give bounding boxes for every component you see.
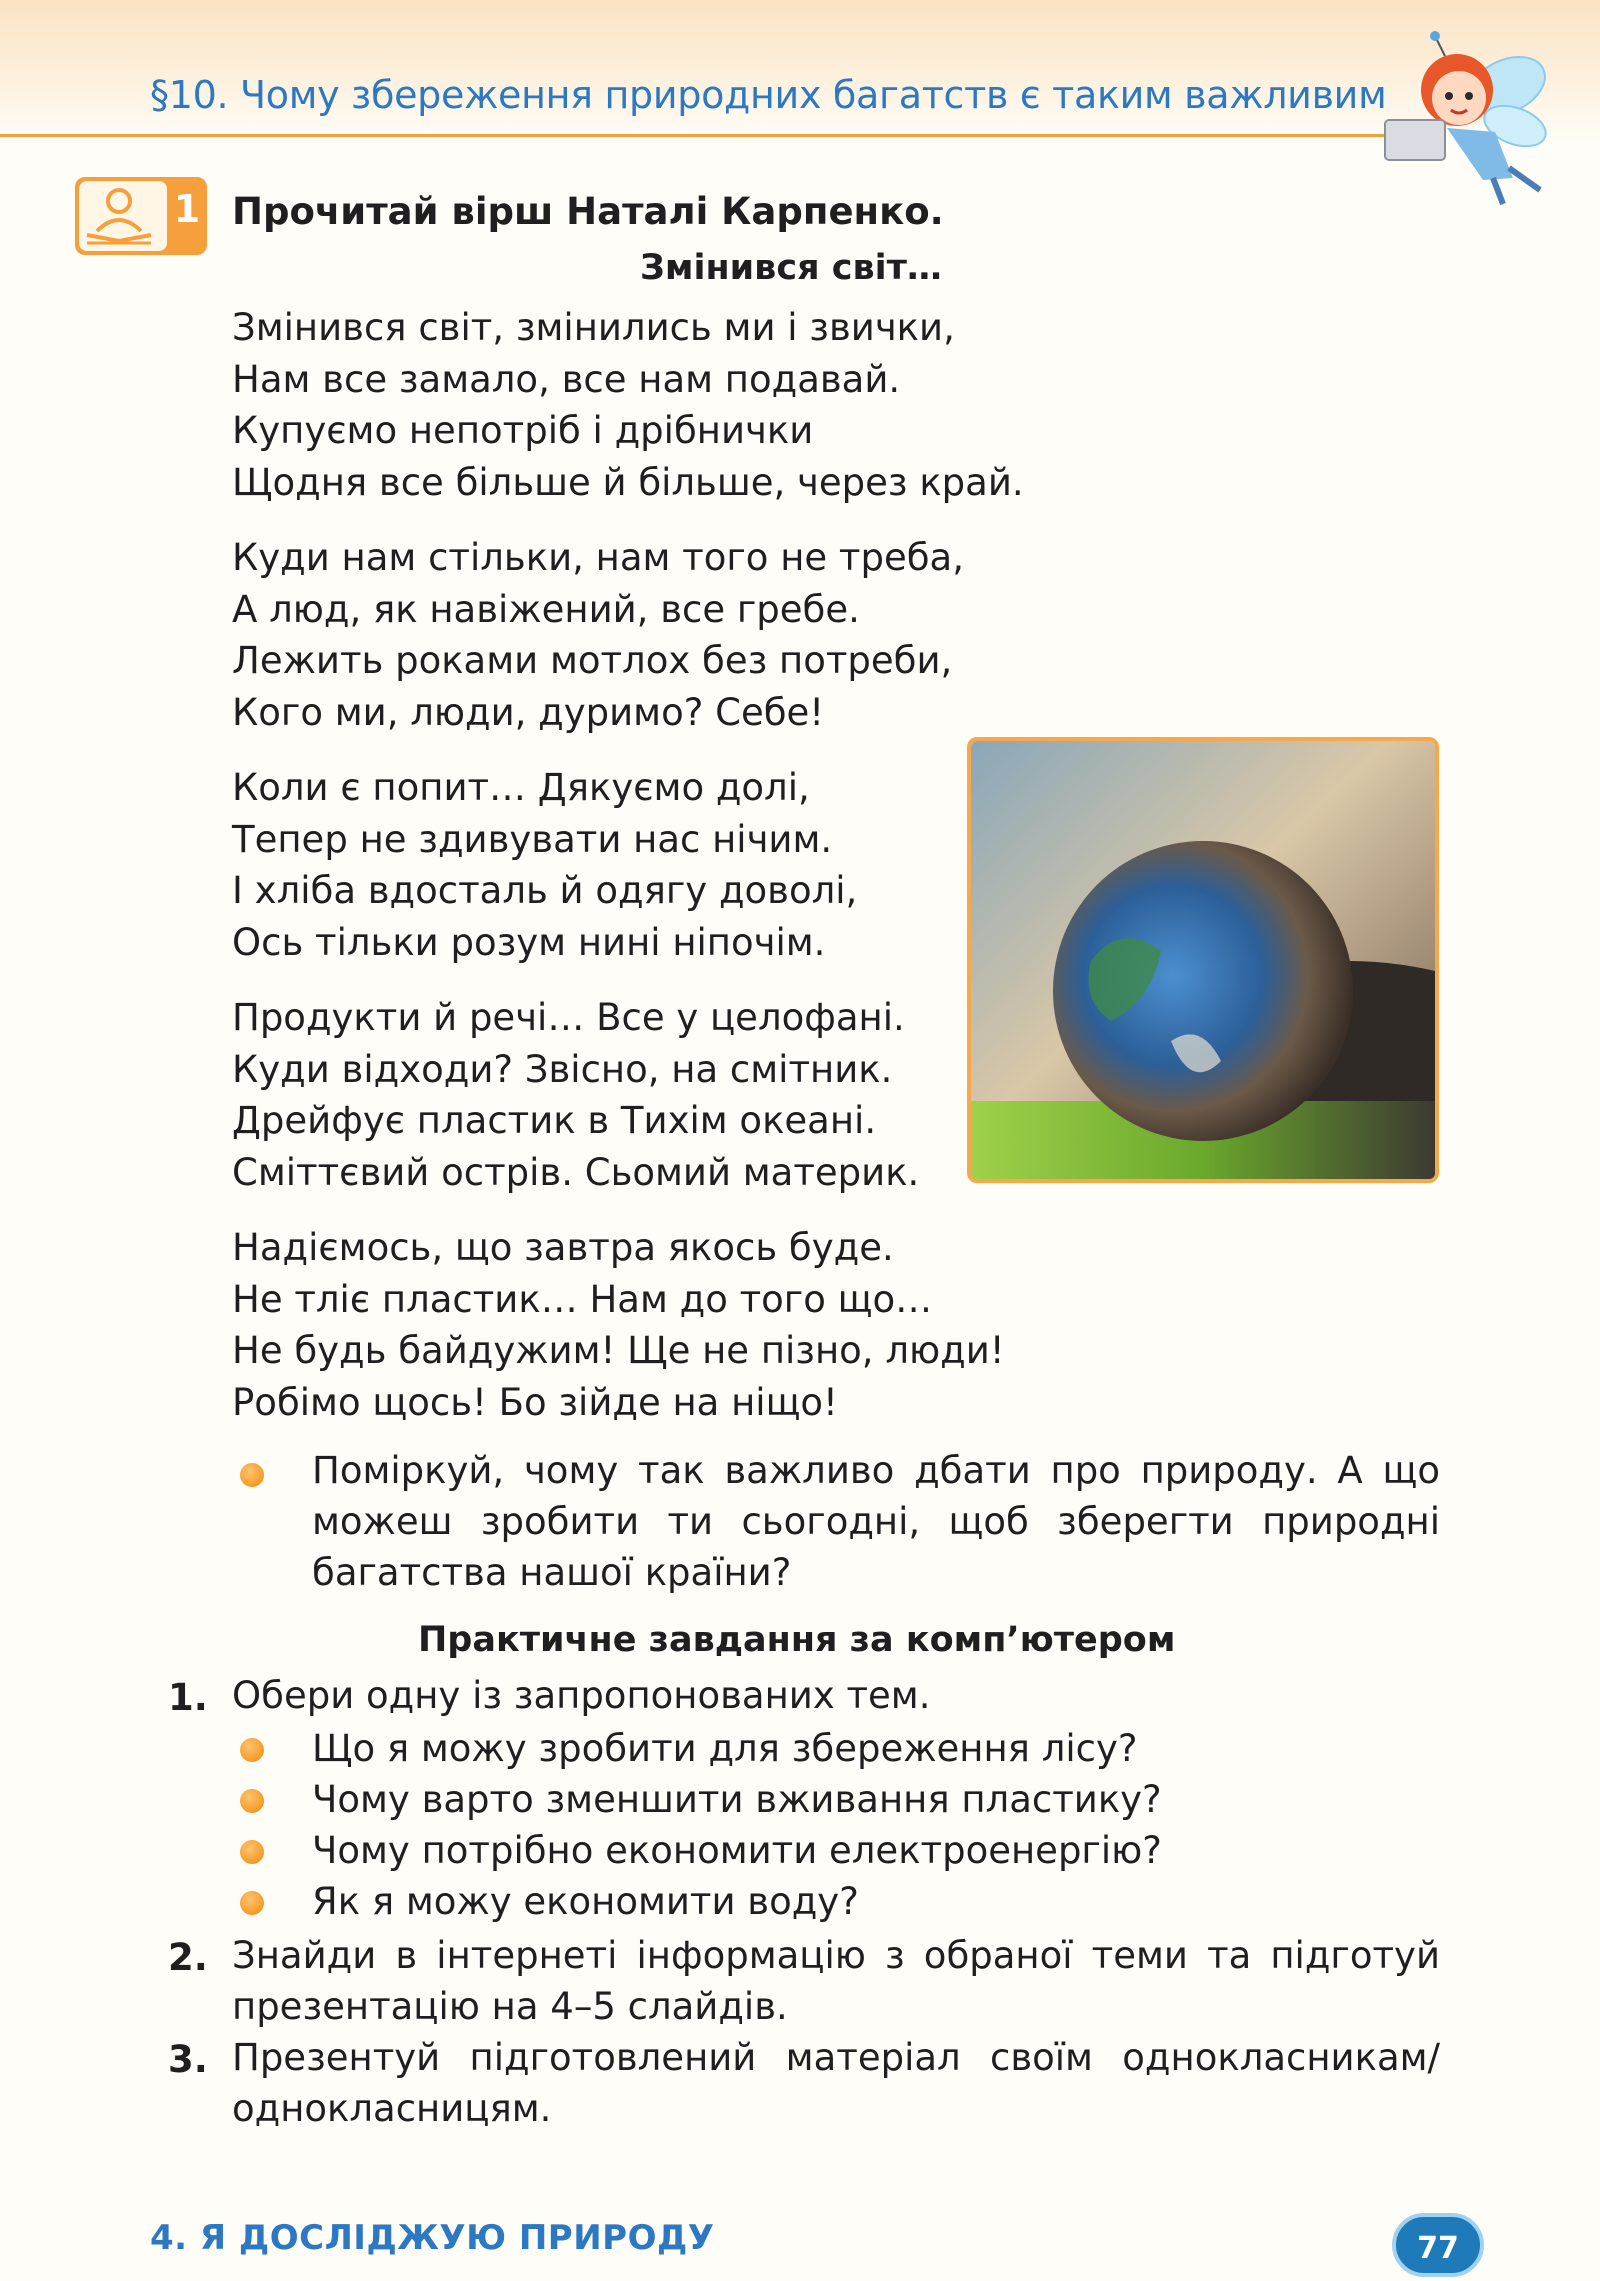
poem-line: Ось тільки розум нині ніпочім. xyxy=(232,920,826,964)
task-number-label: 3. xyxy=(168,2038,208,2081)
poem-title: Змінився світ… xyxy=(640,248,942,288)
poem-stanza xyxy=(232,532,964,738)
bullet-icon xyxy=(240,1463,264,1487)
reflection-question: Поміркуй, чому так важливо дбати про природу. А що можеш зробити ти сьогодні, щоб зберегти природні багатства нашої країни? xyxy=(312,1449,1440,1594)
task-number-label: 1. xyxy=(168,1676,208,1719)
bullet-icon xyxy=(240,1789,264,1813)
poem-line: Купуємо непотріб і дрібнички xyxy=(232,409,814,452)
poem-line: А люд, як навіжений, все гребе. xyxy=(232,587,860,631)
task-text: Обери одну із запропонованих тем. xyxy=(232,1674,931,1717)
poem-line: Щодня все більше й більше, через край. xyxy=(232,460,1024,504)
poem-stanza xyxy=(232,302,1024,508)
task-number-label: 2. xyxy=(168,1936,208,1979)
earth-globe-image xyxy=(967,737,1439,1183)
poem-stanza xyxy=(232,762,857,968)
poem-line: Кого ми, люди, дуримо? Себе! xyxy=(232,690,825,734)
header-divider xyxy=(0,134,1395,137)
poem-line: Дрейфує пластик в Тихім океані. xyxy=(232,1099,877,1142)
poem-stanza xyxy=(232,1222,1005,1428)
bullet-icon xyxy=(240,1891,264,1915)
poem-line: Тепер не здивувати нас нічим. xyxy=(232,817,833,861)
task-text: Презентуй підготовлений матеріал своїм однокласникам/ однокласницям. xyxy=(232,2036,1440,2130)
bullet-icon xyxy=(240,1840,264,1864)
poem-line: Нам все замало, все нам подавай. xyxy=(232,357,901,401)
poem-stanza xyxy=(232,992,919,1198)
fairy-mascot-icon xyxy=(1375,28,1565,208)
task-number: 1 xyxy=(173,187,201,231)
poem-line: Робімо щось! Бо зійде на ніщо! xyxy=(232,1380,838,1424)
practical-task-title: Практичне завдання за комп’ютером xyxy=(418,1620,1176,1660)
topic-item: Що я можу зробити для збереження лісу? xyxy=(312,1727,1138,1770)
poem-line: І хліба вдосталь й одягу доволі, xyxy=(232,869,858,912)
poem-line: Коли є попит… Дякуємо долі, xyxy=(232,766,810,809)
reading-task-badge xyxy=(75,177,207,255)
poem-line: Куди нам стільки, нам того не треба, xyxy=(232,536,964,579)
bullet-icon xyxy=(240,1738,264,1762)
topic-item: Як я можу економити воду? xyxy=(312,1880,859,1923)
poem-line: Продукти й речі… Все у целофані. xyxy=(232,996,905,1039)
poem-line: Лежить роками мотлох без потреби, xyxy=(232,639,953,682)
page-number: 77 xyxy=(1392,2213,1484,2277)
page-header xyxy=(0,0,1600,140)
poem-line: Куди відходи? Звісно, на смітник. xyxy=(232,1047,893,1091)
reader-icon xyxy=(79,181,167,251)
topic-item: Чому потрібно економити електроенергію? xyxy=(312,1829,1162,1872)
poem-line: Не будь байдужим! Ще не пізно, люди! xyxy=(232,1329,1005,1372)
topic-item: Чому варто зменшити вживання пластику? xyxy=(312,1778,1162,1821)
task-intro: Прочитай вірш Наталі Карпенко. xyxy=(232,190,944,233)
task-text: Знайди в інтернеті інформацію з обраної теми та підготуй презентацію на 4–5 слайдів. xyxy=(232,1934,1440,2028)
section-title: §10. Чому збереження природних багатств є таким важливим xyxy=(150,73,1387,117)
poem-line: Не тліє пластик… Нам до того що… xyxy=(232,1277,933,1321)
chapter-label: 4. Я ДОСЛІДЖУЮ ПРИРОДУ xyxy=(150,2218,715,2258)
poem-line: Надіємось, що завтра якось буде. xyxy=(232,1226,894,1269)
poem-line: Сміттєвий острів. Сьомий материк. xyxy=(232,1150,920,1194)
poem-line: Змінився світ, змінились ми і звички, xyxy=(232,306,955,349)
